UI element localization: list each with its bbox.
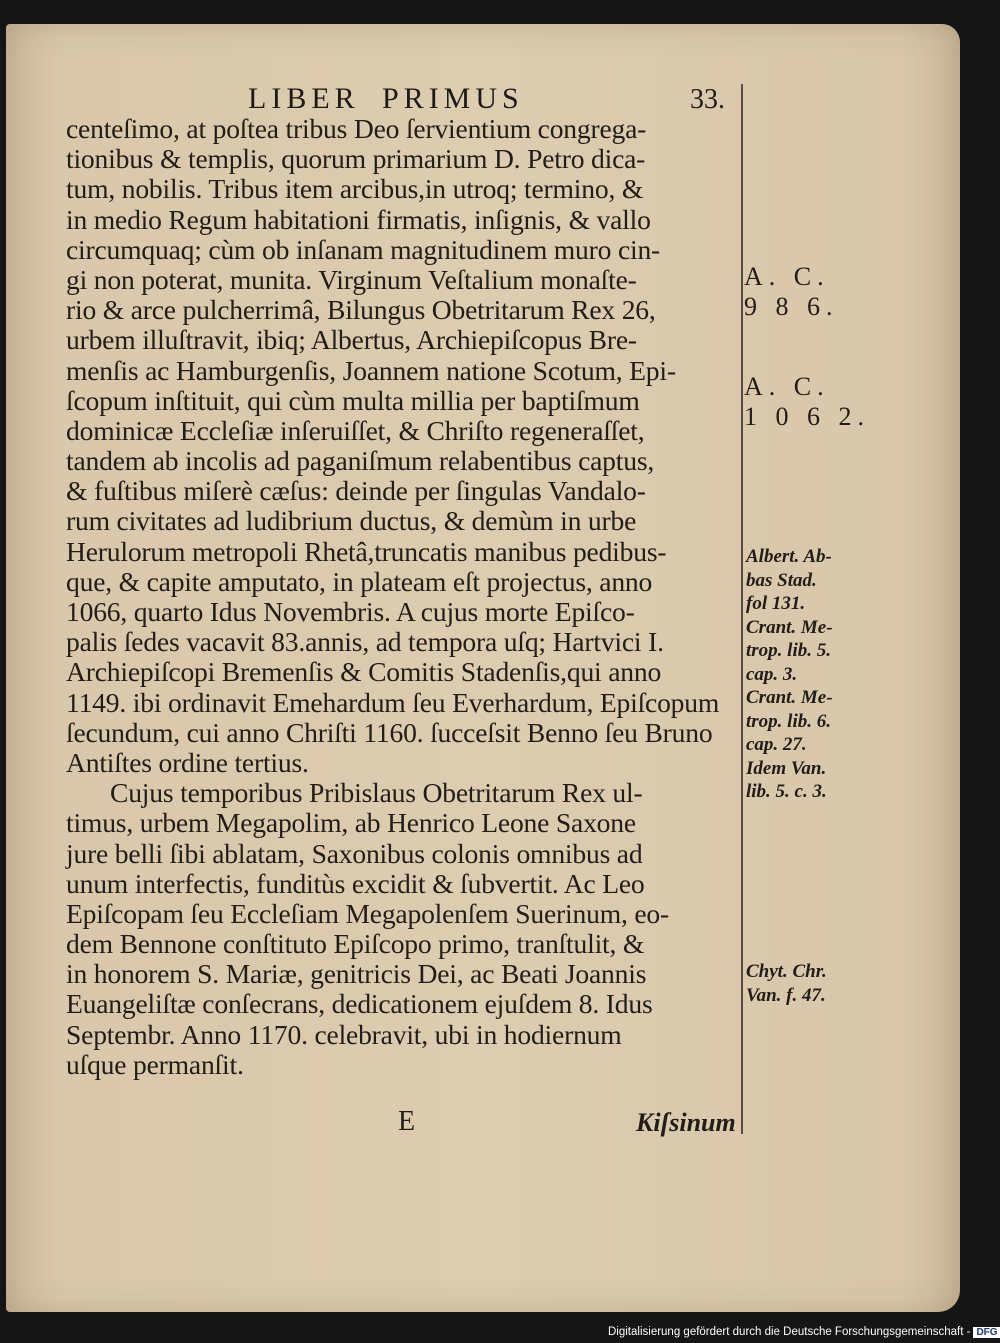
text-line: Herulorum metropoli Rhetâ,truncatis manibus pedibus- — [66, 535, 667, 567]
margin-note: Chyt. Chr. — [746, 961, 827, 982]
text-line: in honorem S. Mariæ, genitricis Dei, ac Beati Joannis — [66, 958, 647, 990]
dfg-footer — [608, 1326, 1000, 1338]
text-line: rum civitates ad ludibrium ductus, & demùm in urbe — [66, 505, 637, 537]
margin-note: Idem Van. — [746, 757, 827, 779]
margin-note: cap. 27. — [746, 734, 807, 755]
page-number: 33. — [690, 84, 725, 115]
margin-note: Albert. Ab- — [746, 546, 832, 567]
running-header — [248, 82, 738, 116]
margin-note: trop. lib. 6. — [746, 710, 831, 732]
margin-year-1062 — [744, 372, 870, 432]
text-line: & fuſtibus miſerè cæſus: deinde per ſingulas Vandalo- — [66, 475, 646, 507]
text-line: rio & arce pulcherrimâ, Bilungus Obetritarum Rex 26, — [66, 294, 656, 326]
text-line: dem Bennone conſtituto Epiſcopo primo, tranſtulit, & — [66, 928, 645, 960]
margin-note: fol 131. — [746, 593, 806, 614]
text-line: unum interfectis, funditùs excidit & ſubvertit. Ac Leo — [66, 867, 645, 899]
text-line: 1149. ibi ordinavit Emehardum ſeu Everhardum, Epiſcopum — [66, 686, 720, 718]
margin-notes-references — [746, 545, 833, 804]
margin-rule — [741, 84, 743, 1134]
text-line: que, & capite amputato, in plateam eſt projectus, anno — [66, 565, 653, 597]
margin-note: cap. 3. — [746, 663, 798, 685]
text-line: Epiſcopam ſeu Eccleſiam Megapolenſem Suerinum, eo- — [66, 897, 669, 929]
text-line: circumquaq; cùm ob inſanam magnitudinem muro cin- — [66, 233, 661, 265]
body-text — [66, 114, 736, 1080]
text-line: timus, urbem Megapolim, ab Henrico Leone Saxone — [66, 807, 636, 839]
text-line: gi non poterat, munita. Virginum Veſtalium monaſte- — [66, 263, 637, 295]
text-line: Archiepiſcopi Bremenſis & Comitis Stadenſis,qui anno — [66, 656, 662, 688]
text-line: ſcopum inſtituit, qui cùm multa millia per baptiſmum — [66, 384, 640, 416]
margin-year: 1 0 6 2. — [744, 402, 870, 431]
margin-ac-label: A. C. — [744, 262, 830, 291]
catchword: Kiſsinum — [636, 1108, 736, 1137]
text-line: palis ſedes vacavit 83.annis, ad tempora uſq; Hartvici I. — [66, 626, 664, 658]
margin-note: Crant. Me- — [746, 687, 833, 708]
text-line: Cujus temporibus Pribislaus Obetritarum Rex ul- — [110, 777, 643, 809]
text-line: ſecundum, cui anno Chriſti 1160. ſucceſsit Benno ſeu Bruno — [66, 716, 713, 748]
text-line: centeſimo, at poſtea tribus Deo ſervientium congrega- — [66, 113, 647, 144]
margin-note: Van. f. 47. — [746, 984, 826, 1006]
dfg-logo-icon: DFG — [973, 1327, 1000, 1338]
text-line: jure belli ſibi ablatam, Saxonibus colonis omnibus ad — [66, 837, 643, 869]
text-line: dominicæ Eccleſiæ inſeruiſſet, & Chriſto regeneraſſet, — [66, 414, 645, 446]
text-line: tum, nobilis. Tribus item arcibus,in utroq; termino, & — [66, 173, 644, 205]
running-title-primus: PRIMUS — [382, 82, 524, 115]
margin-note: bas Stad. — [746, 569, 817, 591]
margin-year-986 — [744, 262, 839, 322]
text-line: urbem illuſtravit, ibiq; Albertus, Archiepiſcopus Bre- — [66, 324, 637, 356]
text-line: tionibus & templis, quorum primarium D. Petro dica- — [66, 143, 646, 175]
margin-note: Crant. Me- — [746, 616, 833, 638]
text-line: in medio Regum habitationi firmatis, inſignis, & vallo — [66, 203, 651, 235]
margin-note: trop. lib. 5. — [746, 640, 831, 661]
text-line: tandem ab incolis ad paganiſmum relabentibus captus, — [66, 445, 655, 477]
footer-text: Digitalisierung gefördert durch die Deutsche Forschungsgemeinschaft - — [608, 1326, 971, 1338]
margin-notes-chytraeus — [746, 960, 827, 1007]
margin-year: 9 8 6. — [744, 292, 839, 321]
text-line: menſis ac Hamburgenſis, Joannem natione Scotum, Epi- — [66, 354, 676, 386]
margin-note: lib. 5. c. 3. — [746, 781, 827, 802]
text-line: Antiſtes ordine tertius. — [66, 746, 309, 778]
text-line: uſque permanſit. — [66, 1048, 244, 1080]
signature-mark: E — [398, 1106, 416, 1137]
text-line: Euangeliſtæ conſecrans, dedicationem ejuſdem 8. Idus — [66, 988, 653, 1020]
text-line: 1066, quarto Idus Novembris. A cujus morte Epiſco- — [66, 596, 635, 627]
running-title-liber: LIBER — [248, 82, 360, 115]
margin-ac-label: A. C. — [744, 372, 830, 401]
text-line: Septembr. Anno 1170. celebravit, ubi in hodiernum — [66, 1018, 622, 1050]
